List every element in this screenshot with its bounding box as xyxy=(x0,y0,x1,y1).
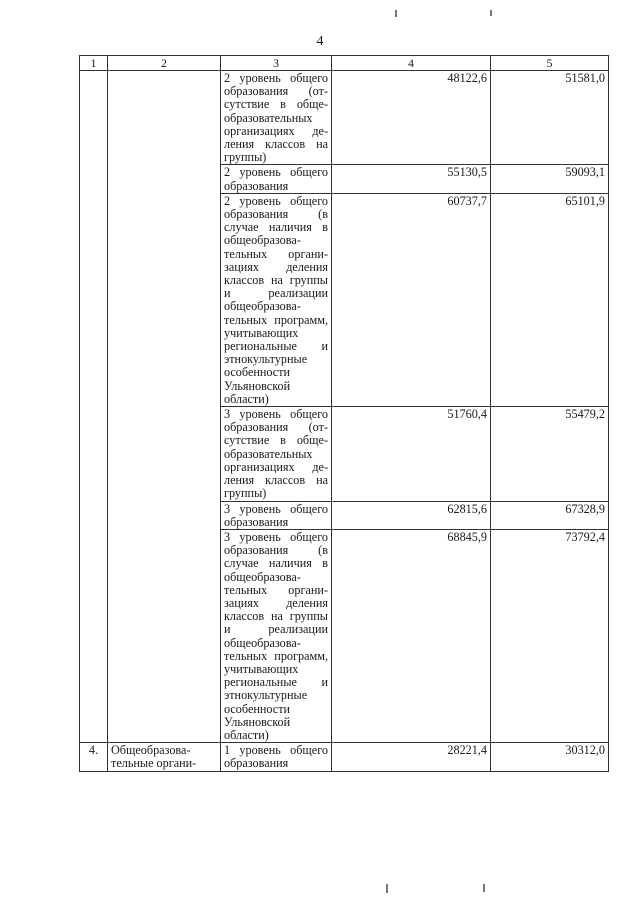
value-2024-cell: 68845,9 xyxy=(332,529,491,742)
level-cell: 3 уровень общего образования (в случае наличия в общеобразовательных организациях деления классов на группы и реализации общеобразовательных программ, учитывающих региональные и этнокультурные особенности Ульяновской области) xyxy=(221,529,332,742)
budget-table xyxy=(79,55,609,772)
empty-name-cell xyxy=(108,71,221,743)
value-2025-cell: 59093,1 xyxy=(491,165,609,193)
empty-index-cell xyxy=(80,71,108,743)
level-cell: 2 уровень общего образования (в случае наличия в общеобразовательных организациях деления классов на группы и реализации общеобразовательных программ, учитывающих региональные и этнокультурные особенности Ульяновской области) xyxy=(221,193,332,406)
column-header-4: 4 xyxy=(332,56,491,71)
table-row xyxy=(80,71,609,165)
value-2024-cell: 60737,7 xyxy=(332,193,491,406)
page-number: 4 xyxy=(316,34,324,49)
value-2024-cell: 62815,6 xyxy=(332,501,491,529)
table-row xyxy=(80,743,609,771)
level-cell: 3 уровень общего образования (отсутствие в общеобразовательных организациях деления классов на группы) xyxy=(221,407,332,501)
level-cell: 3 уровень общего образования xyxy=(221,501,332,529)
table-header-row xyxy=(80,56,609,71)
value-2025-cell: 65101,9 xyxy=(491,193,609,406)
level-cell: 2 уровень общего образования (отсутствие в общеобразовательных организациях деления классов на группы) xyxy=(221,71,332,165)
column-header-2: 2 xyxy=(108,56,221,71)
value-2024-cell: 51760,4 xyxy=(332,407,491,501)
scan-artifact xyxy=(395,10,397,17)
value-2024-cell: 28221,4 xyxy=(332,743,491,771)
value-2025-cell: 67328,9 xyxy=(491,501,609,529)
column-header-3: 3 xyxy=(221,56,332,71)
column-header-5: 5 xyxy=(491,56,609,71)
row-index-cell: 4. xyxy=(80,743,108,771)
value-2024-cell: 48122,6 xyxy=(332,71,491,165)
value-2025-cell: 55479,2 xyxy=(491,407,609,501)
value-2024-cell: 55130,5 xyxy=(332,165,491,193)
value-2025-cell: 73792,4 xyxy=(491,529,609,742)
organization-type-cell: Общеобразовательные органи- xyxy=(108,743,221,771)
column-header-1: 1 xyxy=(80,56,108,71)
scan-artifact xyxy=(490,10,492,16)
value-2025-cell: 30312,0 xyxy=(491,743,609,771)
scan-artifact xyxy=(386,884,388,893)
value-2025-cell: 51581,0 xyxy=(491,71,609,165)
scan-artifact xyxy=(483,884,485,892)
level-cell: 2 уровень общего образования xyxy=(221,165,332,193)
level-cell: 1 уровень общего образования xyxy=(221,743,332,771)
